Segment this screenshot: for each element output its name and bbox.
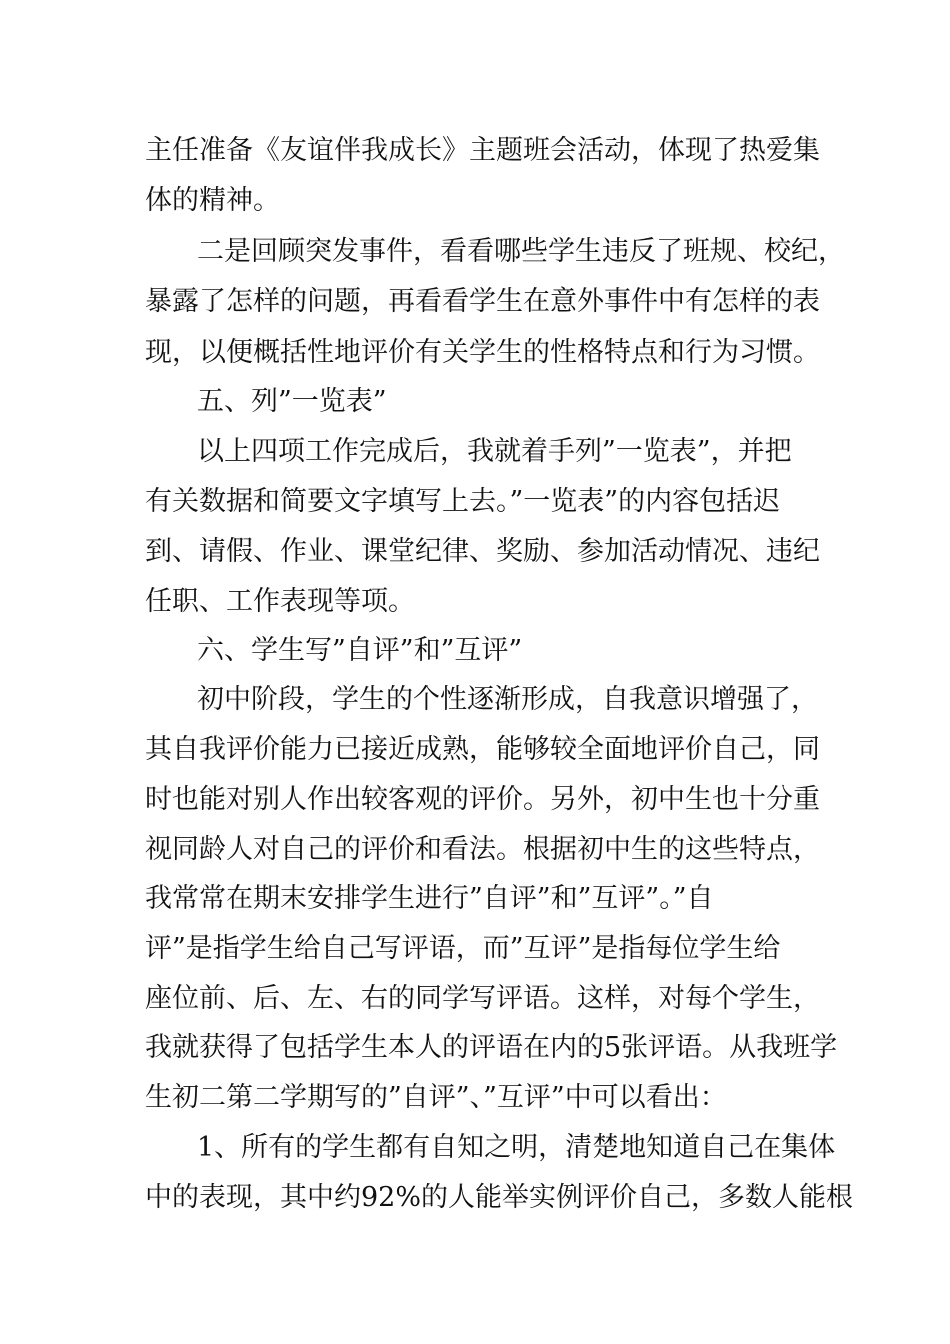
text-line: 二是回顾突发事件，看看哪些学生违反了班规、校纪， [197,236,845,267]
text-line: 生初二第二学期写的”自评”、”互评”中可以看出： [145,1082,727,1113]
text-line: 体的精神。 [145,185,280,216]
section-heading: 六、学生写”自评”和”互评” [197,635,523,666]
text-line: 评”是指学生给自己写评语，而”互评”是指每位学生给 [145,933,781,964]
text-line: 有关数据和简要文字填写上去。”一览表”的内容包括迟 [145,486,781,517]
section-heading: 五、列”一览表” [197,386,387,417]
text-line: 我就获得了包括学生本人的评语在内的5张评语。从我班学 [145,1032,838,1063]
text-line: 1、所有的学生都有自知之明，清楚地知道自己在集体 [197,1132,836,1163]
text-line: 视同龄人对自己的评价和看法。根据初中生的这些特点， [145,834,820,865]
text-line: 到、请假、作业、课堂纪律、奖励、参加活动情况、违纪 [145,536,820,567]
text-line: 其自我评价能力已接近成熟，能够较全面地评价自己，同 [145,734,820,765]
text-line: 座位前、后、左、右的同学写评语。这样，对每个学生， [145,983,820,1014]
text-line: 中的表现，其中约92%的人能举实例评价自己，多数人能根 [145,1182,854,1213]
text-line: 任职、工作表现等项。 [145,586,415,617]
text-line: 暴露了怎样的问题，再看看学生在意外事件中有怎样的表 [145,286,820,317]
text-line: 主任准备《友谊伴我成长》主题班会活动，体现了热爱集 [145,135,820,166]
text-line: 时也能对别人作出较客观的评价。另外，初中生也十分重 [145,784,820,815]
text-line: 我常常在期末安排学生进行”自评”和”互评”。”自 [145,883,714,914]
text-line: 现，以便概括性地评价有关学生的性格特点和行为习惯。 [145,337,820,368]
text-line: 初中阶段，学生的个性逐渐形成，自我意识增强了， [197,684,818,715]
text-line: 以上四项工作完成后，我就着手列”一览表”，并把 [197,436,792,467]
